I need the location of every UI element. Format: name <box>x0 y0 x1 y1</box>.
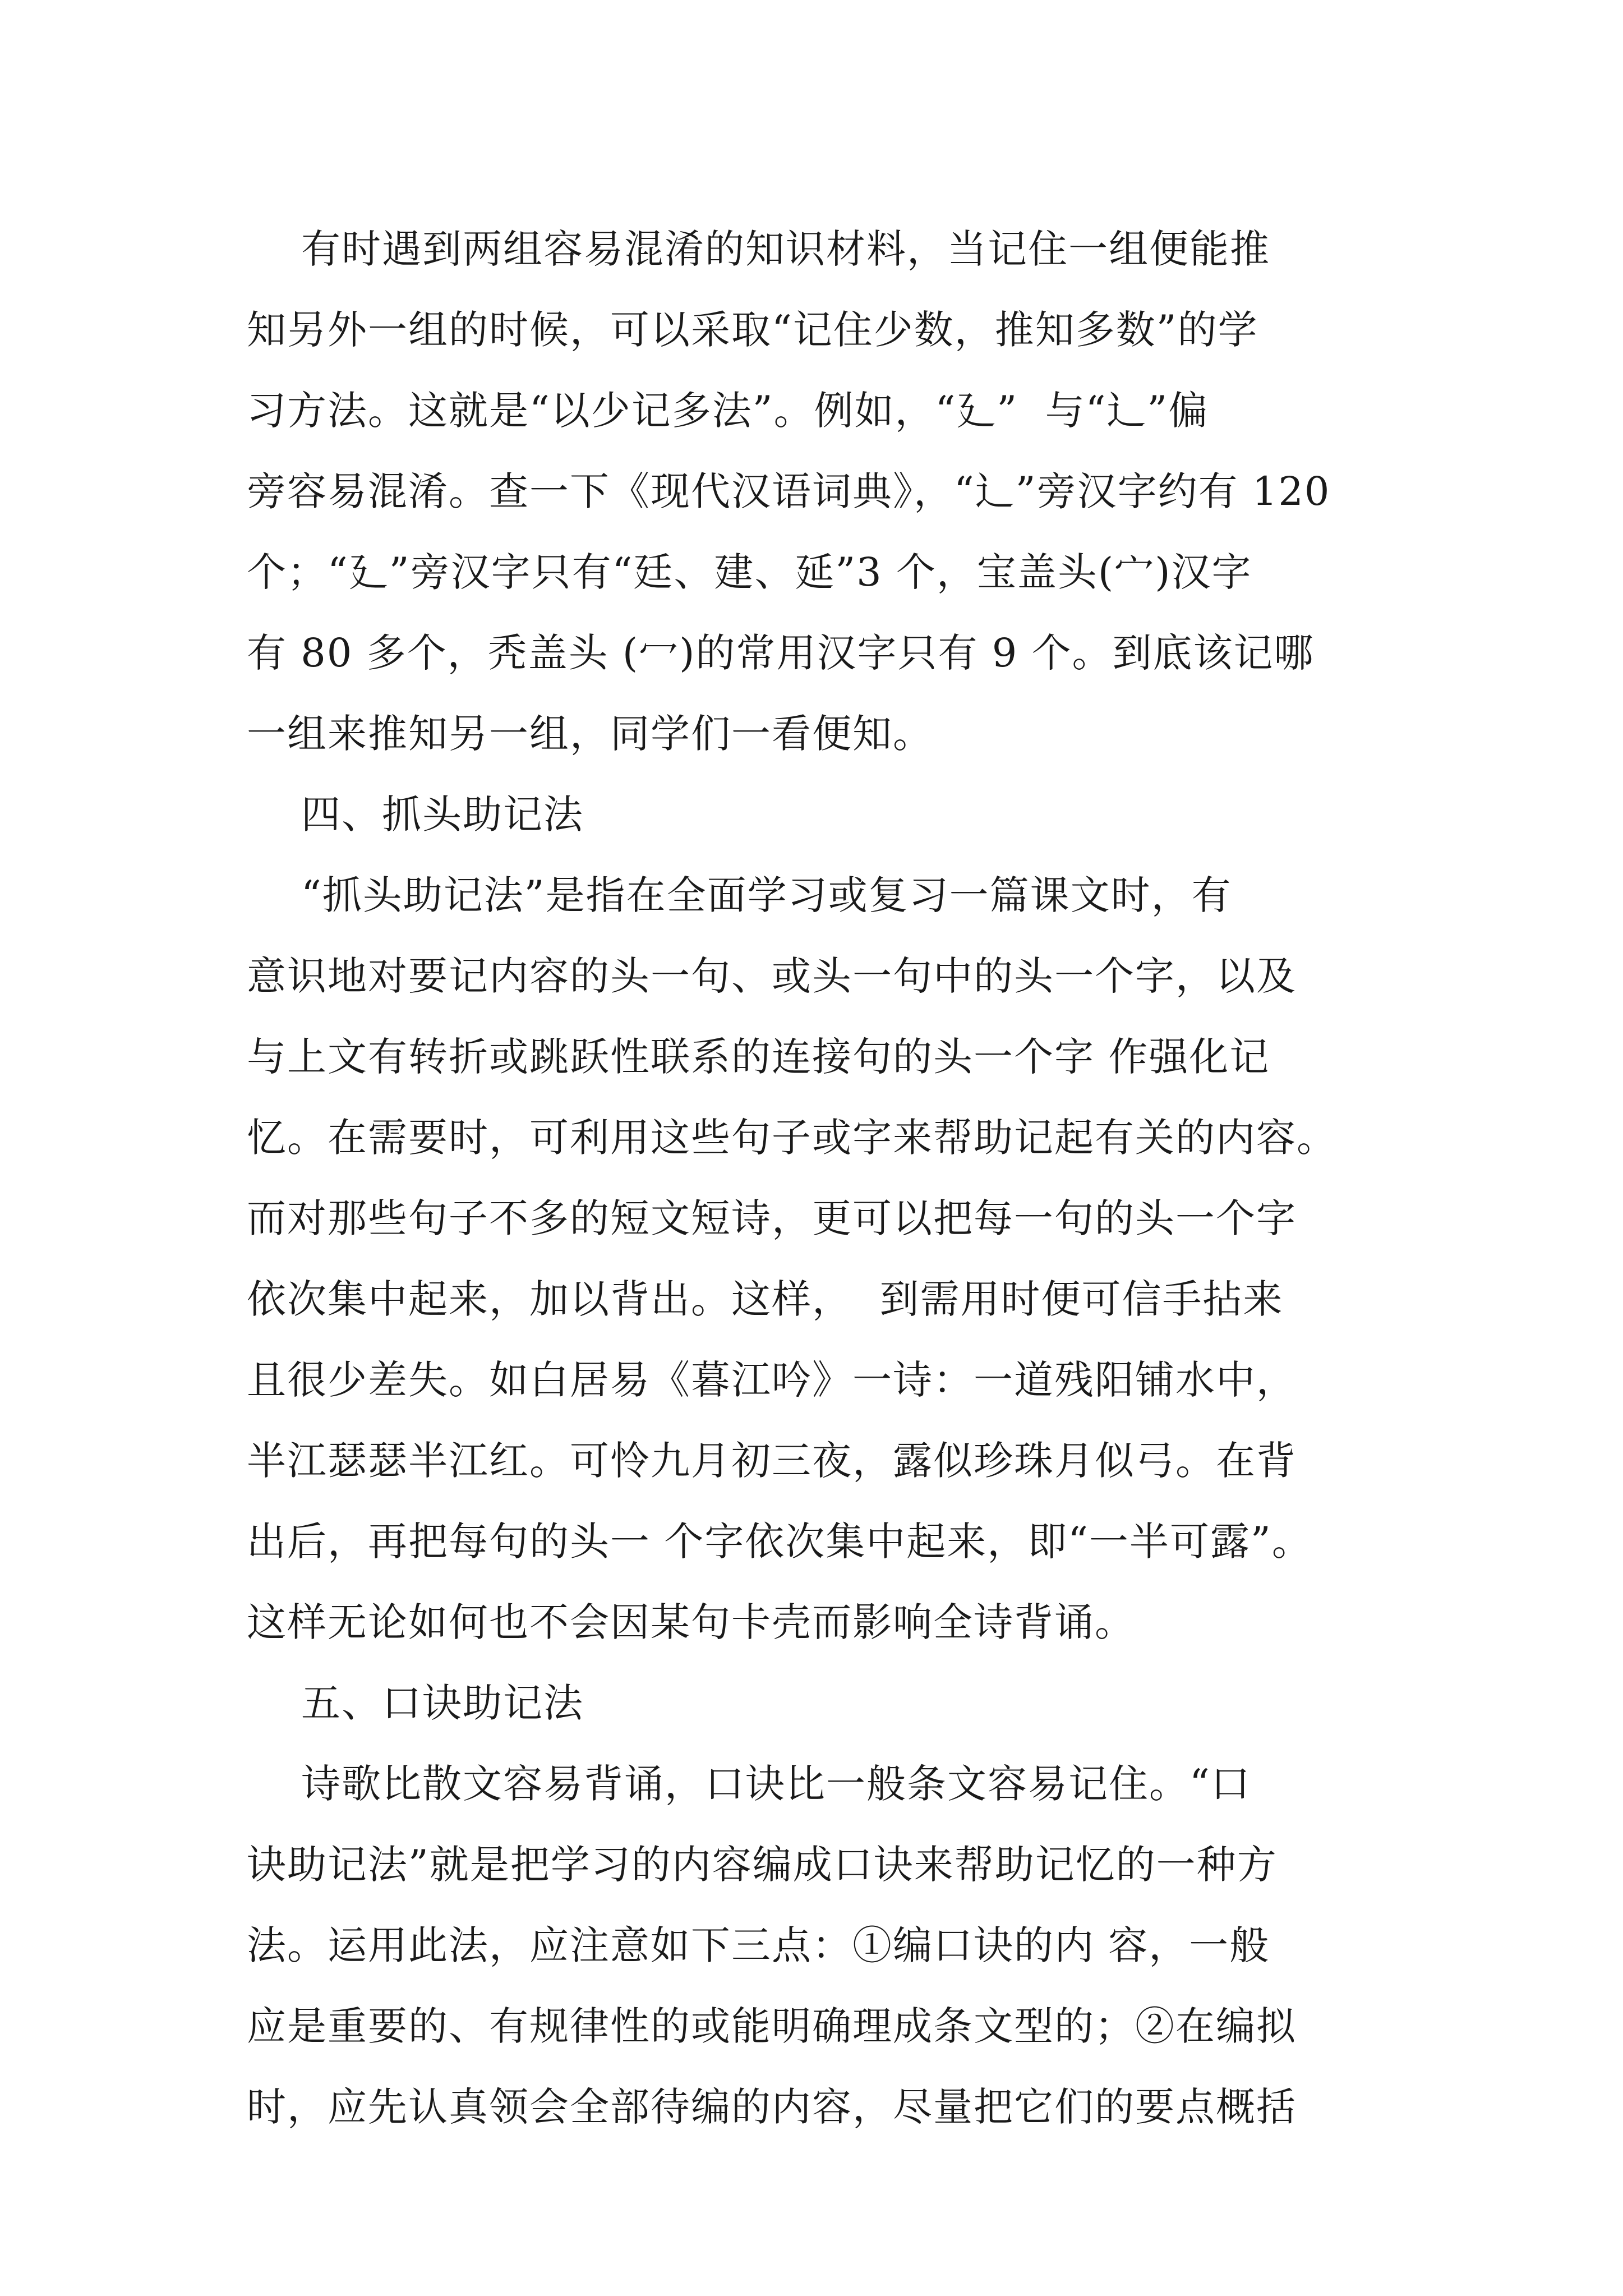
text-line: 半江瑟瑟半江红。可怜九月初三夜，露似珍珠月似弓。在背 <box>247 1438 1297 1484</box>
text-line: 诀助记法”就是把学习的内容编成口诀来帮助记忆的一种方 <box>247 1842 1278 1888</box>
text-line: 诗歌比散文容易背诵，口诀比一般条文容易记住。“口 <box>247 1761 1251 1807</box>
text-line: 有时遇到两组容易混淆的知识材料，当记住一组便能推 <box>247 226 1271 272</box>
text-line: 法。运用此法，应注意如下三点：①编口诀的内 容，一般 <box>247 1922 1270 1968</box>
section-heading: 四、抓头助记法 <box>247 792 584 838</box>
document-body <box>247 209 1424 2147</box>
text-line: 知另外一组的时候，可以采取“记住少数，推知多数”的学 <box>247 307 1258 353</box>
text-line: “抓头助记法”是指在全面学习或复习一篇课文时，有 <box>247 872 1232 918</box>
text-line: 应是重要的、有规律性的或能明确理成条文型的；②在编拟 <box>247 2003 1297 2049</box>
text-line: 而对那些句子不多的短文短诗，更可以把每一句的头一个字 <box>247 1195 1297 1241</box>
text-line: 且很少差失。如白居易《暮江吟》一诗：一道残阳铺水中， <box>247 1357 1297 1403</box>
text-line: 出后，再把每句的头一 个字依次集中起来，即“一半可露”。 <box>247 1519 1312 1565</box>
text-line: 个；“廴”旁汉字只有“廷、建、延”3 个，宝盖头(宀)汉字 <box>247 549 1252 595</box>
section-heading: 五、口诀助记法 <box>247 1680 584 1726</box>
text-line: 意识地对要记内容的头一句、或头一句中的头一个字，以及 <box>247 953 1297 999</box>
text-line: 与上文有转折或跳跃性联系的连接句的头一个字 作强化记 <box>247 1034 1270 1080</box>
text-line: 一组来推知另一组，同学们一看便知。 <box>247 711 933 757</box>
text-line: 习方法。这就是“以少记多法”。例如，“廴” 与“辶”偏 <box>247 388 1209 434</box>
text-line: 旁容易混淆。查一下《现代汉语词典》，“辶”旁汉字约有 120 <box>247 468 1331 514</box>
text-line: 忆。在需要时，可利用这些句子或字来帮助记起有关的内容。 <box>247 1115 1337 1161</box>
text-line: 时，应先认真领会全部待编的内容，尽量把它们的要点概括 <box>247 2084 1297 2130</box>
text-line: 有 80 多个，秃盖头 (冖)的常用汉字只有 9 个。到底该记哪 <box>247 630 1315 676</box>
text-line: 依次集中起来，加以背出。这样， 到需用时便可信手拈来 <box>247 1276 1284 1322</box>
text-line: 这样无论如何也不会因某句卡壳而影响全诗背诵。 <box>247 1599 1135 1645</box>
